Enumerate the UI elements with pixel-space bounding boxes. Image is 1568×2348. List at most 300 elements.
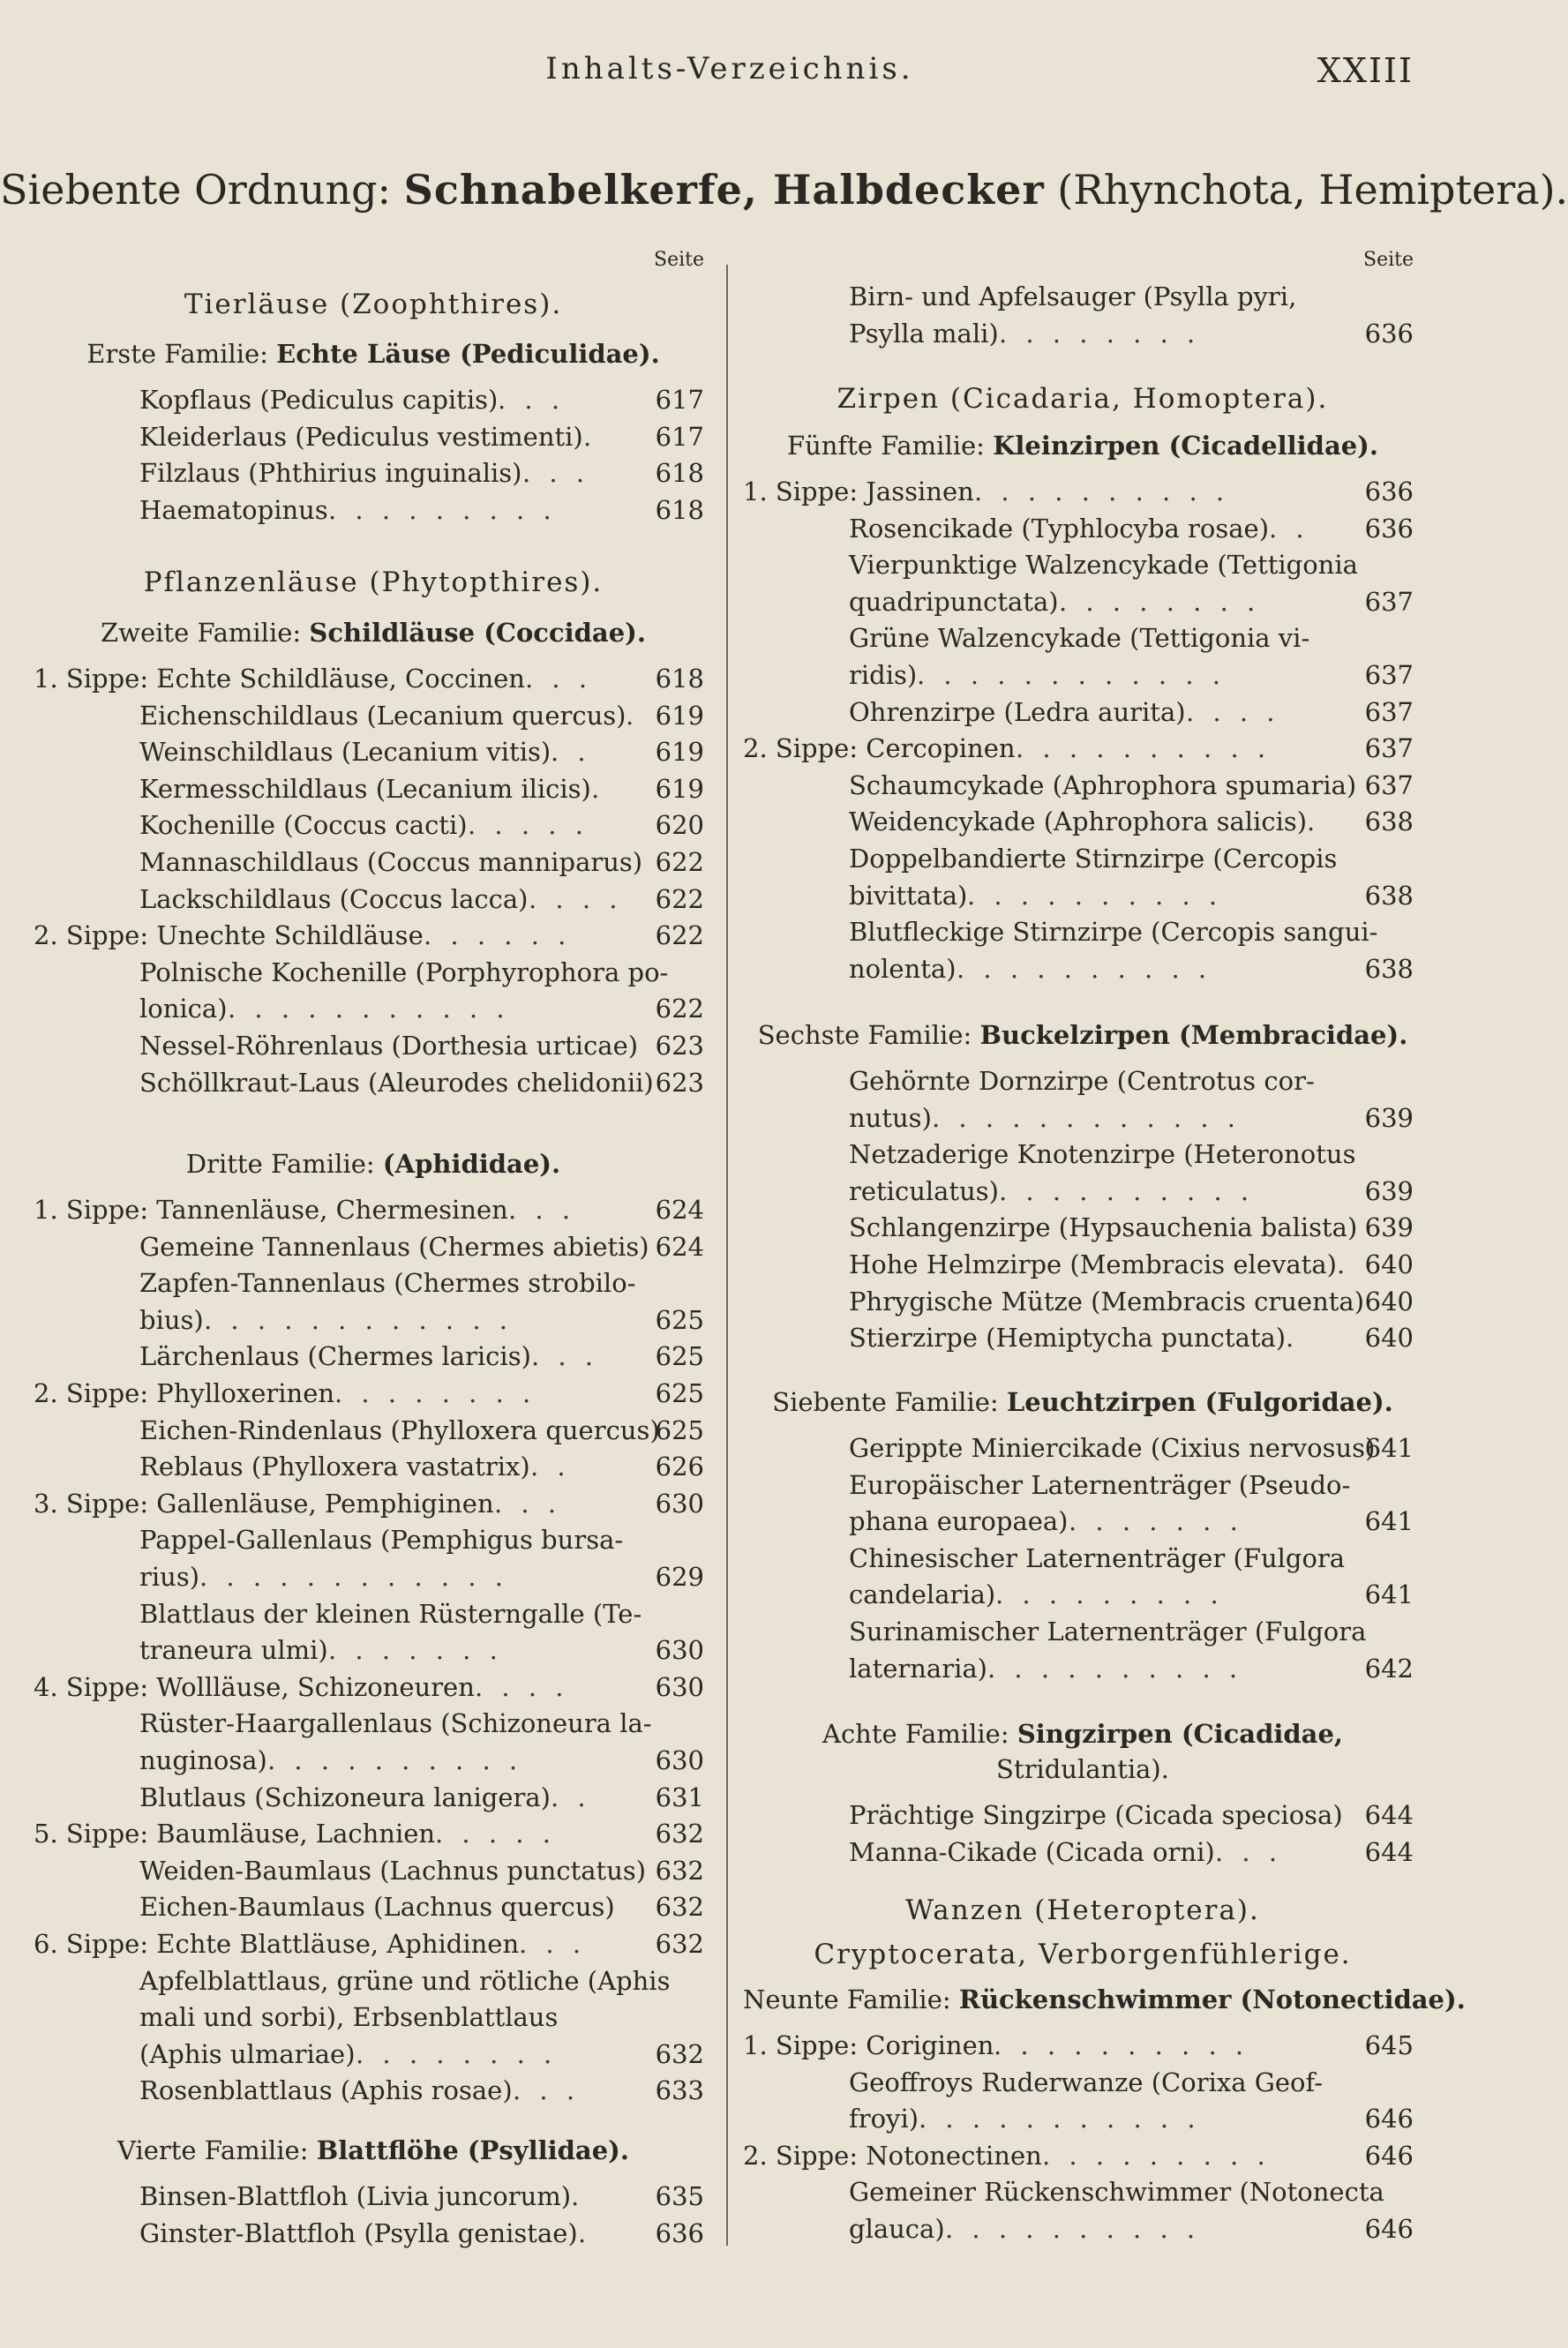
entry-leader: . . [530, 1452, 571, 1482]
entry-page: 640 [1364, 1286, 1414, 1317]
entry-leader: . . . [498, 385, 566, 415]
entry-text: Gemeiner Rückenschwimmer (Notonecta [849, 2177, 1384, 2208]
entry-text: Ohrenzirpe (Ledra aurita) [849, 696, 1186, 727]
toc-entry [34, 1559, 713, 1594]
entry-text: nolenta) [849, 953, 957, 984]
entry-leader: . . [551, 1782, 591, 1812]
family-heading [743, 1020, 1422, 1050]
entry-leader: . . . [513, 2075, 581, 2106]
section-heading: Cryptocerata, Verborgenfühlerige. [814, 1939, 1352, 1970]
entry-text: Ginster-Blattfloh (Psylla genistae) [139, 2217, 578, 2248]
toc-entry [34, 1632, 713, 1668]
entry-page: 632 [655, 1855, 704, 1886]
entry-leader: . [1337, 1249, 1351, 1279]
entry-page: 633 [655, 2075, 704, 2106]
entry-page: 639 [1364, 1175, 1414, 1206]
entry-text: Schlangenzirpe (Hypsauchenia balista) [849, 1212, 1358, 1243]
entry-text: Schöllkraut-Laus (Aleurodes chelidonii) [139, 1067, 654, 1098]
entry-leader: . . [551, 737, 591, 768]
entry-text: (Aphis ulmariae) [139, 2038, 356, 2069]
section-heading: Pflanzenläuse (Phytopthires). [143, 566, 604, 598]
family-name: Kleinzirpen (Cicadellidae). [993, 431, 1378, 461]
entry-text: froyi) [849, 2104, 919, 2134]
entry-leader: . [571, 2181, 585, 2211]
entry-text: Apfelblattlaus, grüne und rötliche (Aphis [139, 1965, 671, 1996]
toc-entry [743, 731, 1422, 766]
family-heading [34, 618, 713, 648]
entry-text: Haematopinus [139, 494, 328, 525]
entry-page: 618 [655, 458, 704, 489]
entry-page: 636 [1364, 513, 1414, 544]
entry-leader: . . . . . [435, 1819, 556, 1849]
entry-page: 623 [655, 1031, 704, 1061]
entry-text: Doppelbandierte Stirnzirpe (Cercopis [849, 844, 1338, 874]
entry-leader: . . . . . . . [328, 1635, 503, 1666]
toc-entry [34, 918, 713, 953]
toc-entry [743, 1247, 1422, 1282]
entry-leader: . . . . . . . . . . [967, 880, 1223, 911]
entry-page: 632 [655, 2038, 704, 2069]
family-prefix: Dritte Familie: [185, 1149, 383, 1179]
entry-page: 632 [655, 1819, 704, 1849]
toc-entry [743, 511, 1422, 546]
entry-text: Eichenschildlaus (Lecanium quercus) [139, 700, 626, 731]
entry-text: nuginosa) [139, 1745, 267, 1775]
entry-page: 619 [655, 700, 704, 731]
family-prefix: Fünfte Familie: [787, 431, 994, 461]
entry-text: bius) [139, 1304, 204, 1335]
entry-text: 1. Sippe: Echte Schildläuse, Coccinen [34, 664, 525, 694]
family-heading [743, 431, 1422, 461]
entry-leader: . . . [531, 1341, 599, 1372]
entry-text: Eichen-Baumlaus (Lachnus quercus) [139, 1892, 615, 1923]
entry-text: Lärchenlaus (Chermes laricis) [139, 1341, 531, 1372]
entry-text: Psylla mali) [849, 318, 999, 349]
entry-text: ridis) [849, 660, 918, 690]
entry-text: 2. Sippe: Phylloxerinen [34, 1378, 335, 1408]
family-heading [743, 1984, 1466, 2014]
entry-page: 644 [1364, 1836, 1414, 1867]
toc-entry [743, 1100, 1422, 1136]
entry-text: Blattlaus der kleinen Rüsterngalle (Te- [139, 1598, 642, 1629]
toc-entry [34, 382, 713, 417]
entry-page: 625 [655, 1304, 704, 1335]
entry-page: 635 [655, 2181, 704, 2211]
entry-leader: . [578, 2217, 592, 2248]
toc-entry [34, 807, 713, 843]
order-title [0, 166, 1568, 214]
entry-leader: . . . . . . . . . . [957, 953, 1212, 984]
family-prefix: Siebente Familie: [772, 1387, 1007, 1417]
entry-text: Weiden-Baumlaus (Lachnus punctatus) [139, 1855, 647, 1886]
entry-text: Gerippte Miniercikade (Cixius nervosus) [849, 1433, 1376, 1463]
entry-leader: . . . . . . . . [356, 2038, 558, 2069]
page-number: XXIII [1317, 51, 1414, 90]
toc-entry [743, 1651, 1422, 1686]
entry-text: Weidencykade (Aphrophora salicis) [849, 806, 1308, 837]
entry-leader: . . . [525, 664, 593, 694]
family-heading [743, 1387, 1422, 1417]
entry-leader: . [626, 700, 640, 731]
toc-entry [34, 1669, 713, 1705]
entry-leader: . . . [508, 1195, 576, 1225]
toc-entry [743, 279, 1422, 314]
entry-page: 640 [1364, 1249, 1414, 1279]
toc-entry [743, 2138, 1422, 2173]
entry-page: 631 [655, 1782, 704, 1812]
entry-page: 622 [655, 994, 704, 1024]
running-head-title: Inhalts-Verzeichnis. [545, 51, 914, 86]
toc-entry [743, 316, 1422, 351]
entry-page: 640 [1364, 1323, 1414, 1354]
entry-leader: . . . . . . . . . . [974, 476, 1230, 506]
entry-page: 645 [1364, 2030, 1414, 2060]
family-prefix: Vierte Familie: [117, 2135, 317, 2165]
entry-page: 632 [655, 1892, 704, 1923]
entry-page: 641 [1364, 1506, 1414, 1537]
entry-leader: . . . . . [468, 810, 589, 841]
entry-leader: . . . . . . . . . [1042, 2140, 1271, 2171]
entry-page: 625 [655, 1341, 704, 1372]
toc-entry [34, 455, 713, 491]
entry-text: Nessel-Röhrenlaus (Dorthesia urticae) [139, 1031, 639, 1061]
entry-text: 4. Sippe: Wollläuse, Schizoneuren [34, 1671, 475, 1702]
entry-page: 624 [655, 1231, 704, 1262]
toc-entry [743, 1614, 1422, 1649]
entry-page: 622 [655, 920, 704, 951]
entry-page: 646 [1364, 2104, 1414, 2134]
entry-text: 1. Sippe: Jassinen [743, 476, 974, 506]
toc-entry [743, 1577, 1422, 1612]
toc-entry [34, 771, 713, 806]
toc-entry [34, 881, 713, 917]
entry-text: Kleiderlaus (Pediculus vestimenti) [139, 421, 583, 452]
toc-entry [743, 1320, 1422, 1355]
entry-text: Rosencikade (Typhlocyba rosae) [849, 513, 1270, 544]
entry-text: Chinesischer Laternenträger (Fulgora [849, 1542, 1346, 1573]
entry-text: Vierpunktige Walzencykade (Tettigonia [849, 550, 1358, 581]
entry-text: Zapfen-Tannenlaus (Chermes strobilo- [139, 1268, 636, 1299]
toc-entry [743, 1284, 1422, 1319]
toc-entry [34, 1780, 713, 1815]
toc-entry [743, 620, 1422, 656]
entry-text: Blutlaus (Schizoneura lanigera) [139, 1782, 551, 1812]
entry-leader: . . . . . . . . . . [987, 1653, 1243, 1684]
entry-page: 632 [655, 1929, 704, 1959]
family-heading-line2: Stridulantia). [996, 1754, 1169, 1784]
toc-entry [34, 2216, 713, 2251]
entry-page: 629 [655, 1562, 704, 1592]
family-heading [34, 1149, 713, 1179]
family-name: Buckelzirpen (Membracidae). [979, 1020, 1408, 1050]
toc-entry [34, 2073, 713, 2108]
entry-page: 630 [655, 1488, 704, 1519]
entry-leader: . . . . . . . . . . . . [932, 1102, 1242, 1133]
toc-entry [34, 1413, 713, 1448]
entry-text: 2. Sippe: Unechte Schildläuse [34, 920, 424, 951]
entry-text: Gehörnte Dornzirpe (Centrotus cor- [849, 1066, 1315, 1096]
entry-page: 638 [1364, 880, 1414, 911]
toc-entry [743, 547, 1422, 582]
entry-text: 5. Sippe: Baumläuse, Lachnien [34, 1819, 436, 1849]
family-prefix: Erste Familie: [86, 339, 277, 369]
entry-text: 1. Sippe: Coriginen [743, 2030, 994, 2060]
entry-text: laternaria) [849, 1653, 987, 1684]
entry-page: 646 [1364, 2214, 1414, 2244]
family-name: Singzirpen (Cicadidae, [1017, 1719, 1343, 1749]
toc-entry [743, 841, 1422, 876]
entry-text: Polnische Kochenille (Porphyrophora po- [139, 956, 669, 987]
entry-leader: . . . . . . [424, 920, 572, 951]
toc-entry [743, 657, 1422, 693]
entry-text: Rosenblattlaus (Aphis rosae) [139, 2075, 513, 2106]
entry-text: bivittata) [849, 880, 968, 911]
toc-entry [34, 698, 713, 733]
toc-entry [743, 768, 1422, 803]
entry-text: Binsen-Blattfloh (Livia juncorum) [139, 2181, 572, 2211]
section-heading: Wanzen (Heteroptera). [905, 1894, 1260, 1926]
toc-entry [743, 1467, 1422, 1503]
entry-text: Kopflaus (Pediculus capitis) [139, 385, 499, 415]
entry-page: 644 [1364, 1800, 1414, 1830]
entry-text: 2. Sippe: Cercopinen [743, 733, 1016, 764]
entry-text: Kochenille (Coccus cacti) [139, 810, 468, 841]
family-name: Echte Läuse (Pediculidae). [276, 339, 660, 369]
toc-entry [34, 1376, 713, 1411]
toc-entry [34, 955, 713, 990]
order-title-bold: Schnabelkerfe, Halbdecker [403, 166, 1045, 214]
entry-text: Birn- und Apfelsauger (Psylla pyri, [849, 281, 1297, 311]
entry-text: Geoffroys Ruderwanze (Corixa Geof- [849, 2067, 1323, 2097]
toc-entry [743, 694, 1422, 730]
toc-entry [743, 951, 1422, 986]
entry-text: Hohe Helmzirpe (Membracis elevata) [849, 1249, 1337, 1279]
entry-text: rius) [139, 1562, 200, 1592]
entry-leader: . . . . . . . . . . . [919, 2104, 1201, 2134]
toc-entry [34, 1706, 713, 1741]
entry-leader: . . . . . . . . . . . . [199, 1562, 509, 1592]
toc-entry [34, 1192, 713, 1227]
entry-page: 637 [1364, 733, 1414, 764]
entry-page: 642 [1364, 1653, 1414, 1684]
order-title-suffix: (Rhynchota, Hemiptera). [1044, 166, 1568, 214]
toc-entry [34, 2037, 713, 2072]
family-name: Blattflöhe (Psyllidae). [316, 2135, 629, 2165]
entry-text: phana europaea) [849, 1506, 1069, 1537]
entry-text: reticulatus) [849, 1175, 999, 1206]
entry-leader: . [583, 421, 597, 452]
toc-entry [34, 1853, 713, 1888]
family-heading [34, 2135, 713, 2165]
toc-entry [34, 1999, 713, 2035]
toc-entry [34, 2179, 713, 2214]
toc-entry [34, 1816, 713, 1851]
entry-page: 639 [1364, 1212, 1414, 1243]
entry-text: Grüne Walzencykade (Tettigonia vi- [849, 623, 1310, 654]
toc-entry [743, 584, 1422, 619]
entry-page: 617 [655, 421, 704, 452]
entry-page: 625 [655, 1378, 704, 1408]
entry-page: 646 [1364, 2140, 1414, 2171]
toc-entry [743, 1210, 1422, 1245]
entry-page: 641 [1364, 1579, 1414, 1610]
entry-text: Blutfleckige Stirnzirpe (Cercopis sangui- [849, 917, 1378, 948]
entry-page: 623 [655, 1067, 704, 1098]
entry-page: 620 [655, 810, 704, 841]
toc-entry [743, 878, 1422, 913]
toc-entry [34, 1065, 713, 1100]
toc-entry [743, 1430, 1422, 1466]
toc-entry [34, 1889, 713, 1924]
family-heading [34, 339, 713, 369]
entry-text: Mannaschildlaus (Coccus manniparus) [139, 847, 643, 877]
toc-entry [743, 1797, 1422, 1833]
toc-entry [34, 1028, 713, 1063]
toc-entry [34, 844, 713, 880]
entry-page: 626 [655, 1452, 704, 1482]
entry-page: 638 [1364, 953, 1414, 984]
entry-leader: . . . . . . . . . . [994, 2030, 1249, 2060]
entry-text: Phrygische Mütze (Membracis cruenta) [849, 1286, 1365, 1317]
entry-leader: . . . [522, 458, 590, 489]
entry-page: 619 [655, 773, 704, 804]
entry-text: 3. Sippe: Gallenläuse, Pemphiginen [34, 1488, 494, 1519]
entry-text: Pappel-Gallenlaus (Pemphigus bursa- [139, 1525, 624, 1556]
entry-leader: . . . . [529, 883, 623, 914]
column-divider [726, 265, 728, 2246]
entry-leader: . . . . . . . [1069, 1506, 1243, 1537]
entry-text: Rüster-Haargallenlaus (Schizoneura la- [139, 1708, 652, 1739]
family-heading [743, 1719, 1422, 1749]
toc-entry [34, 1522, 713, 1557]
entry-page: 622 [655, 847, 704, 877]
entry-leader: . [1307, 806, 1321, 837]
family-name: Rückenschwimmer (Notonectidae). [958, 1984, 1466, 2014]
toc-entry [34, 1265, 713, 1301]
running-head [0, 51, 1459, 95]
entry-leader: . . . . . . . . [1059, 586, 1261, 617]
family-prefix: Achte Familie: [822, 1719, 1017, 1749]
entry-page: 638 [1364, 806, 1414, 837]
toc-entry [743, 1174, 1422, 1209]
toc-entry [743, 804, 1422, 839]
toc-entry [743, 1063, 1422, 1099]
toc-entry [34, 1743, 713, 1778]
section-heading: Tierläuse (Zoophthires). [184, 289, 563, 320]
entry-text: Gemeine Tannenlaus (Chermes abietis) [139, 1231, 649, 1262]
entry-page: 624 [655, 1195, 704, 1225]
entry-text: Eichen-Rindenlaus (Phylloxera quercus) [139, 1414, 660, 1445]
entry-page: 637 [1364, 586, 1414, 617]
entry-text: Kermesschildlaus (Lecanium ilicis) [139, 773, 591, 804]
entry-text: Surinamischer Laternenträger (Fulgora [849, 1617, 1367, 1647]
entry-text: Weinschildlaus (Lecanium vitis) [139, 737, 551, 768]
entry-text: 6. Sippe: Echte Blattläuse, Aphidinen [34, 1929, 520, 1959]
entry-leader: . . . [1215, 1836, 1283, 1867]
toc-entry [34, 1229, 713, 1264]
toc-entry [34, 1339, 713, 1374]
toc-entry [743, 2211, 1422, 2247]
entry-text: Schaumcykade (Aphrophora spumaria) [849, 769, 1357, 800]
family-name: (Aphididae). [382, 1149, 561, 1179]
entry-text: nutus) [849, 1102, 932, 1133]
entry-page: 625 [655, 1414, 704, 1445]
entry-leader: . . . . [475, 1671, 569, 1702]
toc-entry [34, 734, 713, 769]
family-prefix: Zweite Familie: [101, 618, 310, 648]
seite-label: Seite [1363, 249, 1414, 271]
entry-page: 619 [655, 737, 704, 768]
entry-text: traneura ulmi) [139, 1635, 328, 1666]
entry-text: Lackschildlaus (Coccus lacca) [139, 883, 529, 914]
entry-text: lonica) [139, 994, 228, 1024]
family-name: Schildläuse (Coccidae). [309, 618, 646, 648]
entry-leader: . . . . . . . . . . . . [917, 660, 1227, 690]
entry-text: Netzaderige Knotenzirpe (Heteronotus [849, 1139, 1356, 1170]
entry-text: mali und sorbi), Erbsenblattlaus [139, 2002, 559, 2033]
toc-entry [34, 1486, 713, 1521]
toc-entry [34, 1596, 713, 1632]
entry-leader: . . . . . . . . . . [267, 1745, 523, 1775]
entry-text: quadripunctata) [849, 586, 1059, 617]
toc-entry [743, 2065, 1422, 2100]
toc-entry [743, 2101, 1422, 2136]
section-heading: Zirpen (Cicadaria, Homoptera). [837, 383, 1329, 415]
entry-text: glauca) [849, 2214, 945, 2244]
entry-page: 622 [655, 883, 704, 914]
entry-leader: . . . . . . . . . . [1016, 733, 1272, 764]
toc-entry [34, 1449, 713, 1484]
toc-entry [34, 661, 713, 696]
toc-entry [34, 991, 713, 1026]
entry-text: Manna-Cikade (Cicada orni) [849, 1836, 1215, 1867]
entry-page: 618 [655, 494, 704, 525]
toc-entry [34, 1963, 713, 1999]
entry-page: 637 [1364, 769, 1414, 800]
toc-entry [743, 2174, 1422, 2209]
family-prefix: Neunte Familie: [743, 1984, 959, 2014]
entry-leader: . . . [519, 1929, 587, 1959]
toc-entry [34, 1302, 713, 1338]
entry-page: 637 [1364, 696, 1414, 727]
entry-leader: . . . . . . . . . . . [228, 994, 510, 1024]
entry-leader: . . . . . . . . [334, 1378, 536, 1408]
entry-text: Europäischer Laternenträger (Pseudo- [849, 1469, 1351, 1500]
entry-text: candelaria) [849, 1579, 996, 1610]
entry-text: Filzlaus (Phthirius inguinalis) [139, 458, 522, 489]
entry-leader: . . . . . . . . . [995, 1579, 1224, 1610]
toc-entry [743, 1834, 1422, 1870]
entry-text: Reblaus (Phylloxera vastatrix) [139, 1452, 530, 1482]
entry-leader: . . [1269, 513, 1309, 544]
entry-leader: . . . . . . . . [999, 318, 1201, 349]
entry-leader: . . . . [1186, 696, 1280, 727]
entry-page: 630 [655, 1671, 704, 1702]
entry-leader: . [1286, 1323, 1300, 1354]
entry-page: 639 [1364, 1102, 1414, 1133]
entry-page: 617 [655, 385, 704, 415]
family-name: Leuchtzirpen (Fulgoridae). [1006, 1387, 1393, 1417]
toc-entry [743, 914, 1422, 949]
entry-leader: . . . . . . . . . . . . [204, 1304, 514, 1335]
toc-entry [743, 1504, 1422, 1539]
entry-text: 2. Sippe: Notonectinen [743, 2140, 1042, 2171]
entry-page: 641 [1364, 1433, 1414, 1463]
toc-entry [743, 474, 1422, 509]
entry-page: 636 [1364, 476, 1414, 506]
toc-entry [34, 1926, 713, 1962]
order-title-prefix: Siebente Ordnung: [0, 166, 404, 214]
